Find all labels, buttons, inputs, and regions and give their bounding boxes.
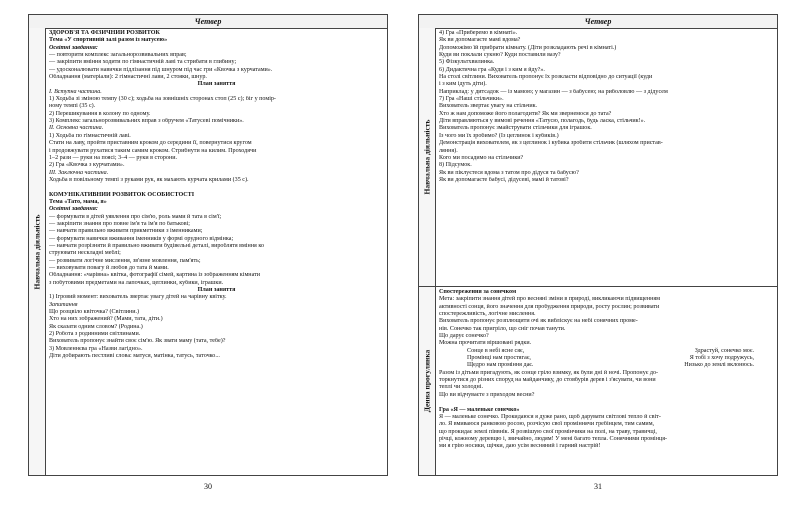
questions-heading: Запитання: [49, 301, 78, 308]
text-line: 2) Гра «Квочка з курчатами».: [49, 162, 125, 169]
text-line: 4) Гра «Приберемо в кімнаті».: [439, 30, 518, 36]
text-line: Як сказати одним словом? (Родина.): [49, 323, 143, 330]
text-line: ляння).: [439, 147, 458, 154]
poem-left: Щедро нам проміння дає.: [467, 362, 534, 369]
text-line: Демонстрація вихователем, як з цеглинок і кубика зробити стільчик (шляхом пристав-: [439, 140, 663, 147]
left-page-header: Четвер: [29, 15, 387, 29]
equipment-line: Обладнання (матеріали): 2 гімнастичні лави, 2 стояки, шнур.: [49, 74, 207, 81]
poem-line: [439, 362, 774, 369]
text-line: Кого ми посадимо на стільчики?: [439, 154, 524, 161]
text-line: 2) Робота з родинними світлинами.: [49, 331, 141, 338]
spacer-line: [49, 184, 384, 191]
game-heading: Гра «Я — маленьке сонечко»: [439, 406, 520, 413]
section-divider: [419, 286, 777, 287]
text-line: Хто на них зображений? (Мами, тата, діти.): [49, 316, 163, 323]
subheading: Освітні завдання:: [49, 44, 98, 51]
lesson-topic: Тема «Тато, мама, я»: [49, 198, 107, 205]
text-line: Куди ви поклали сукню? Куди поставили вазу?: [439, 52, 561, 59]
right-page-header: Четвер: [419, 15, 777, 29]
right-section-label-bottom-text: Денна прогулянка: [422, 349, 432, 413]
text-line: Допоможімо їй прибрати кімнату. (Діти розкладають речі в кімнаті.): [439, 44, 617, 51]
text-line: ми я грію носики, щічки, даю усім весняний і гарний настрій!: [439, 443, 601, 450]
text-line: — формувати навички вживання іменників у формі орудного відмінка;: [49, 235, 234, 242]
text-line: Разом із дітьми пригадують, як сонце гріло взимку, як були дні й ночі. Пропонує до-: [439, 369, 659, 376]
text-line: активності сонця, його значення для пробудження природи, росту рослин; розвивати: [439, 303, 660, 310]
text-line: — повторити комплекс загальнорозвивальних вправ;: [49, 52, 187, 59]
lesson-topic: Тема «У спортивній залі разом із матусею»: [49, 37, 168, 44]
text-line: 2) Перешикування в колону по одному.: [49, 110, 151, 117]
text-line: ному темпі (35 с).: [49, 103, 96, 110]
right-section-label-top-text: Навчальна діяльність: [422, 119, 432, 195]
text-line: 1) Ігровий момент: вихователь звертає увагу дітей на чарівну квітку.: [49, 294, 227, 301]
text-line: — виховувати повагу й любов до тата й мами.: [49, 265, 169, 271]
right-section-label-bottom: [419, 287, 436, 475]
poem-right: Здрастуй, сонечко моє.: [694, 347, 754, 354]
text-line: спостережливість, логічне мислення.: [439, 311, 536, 318]
part-heading: II. Основна частина.: [49, 125, 104, 132]
right-page-content-bottom: [439, 289, 774, 451]
text-line: Що дарує сонечко?: [439, 333, 489, 340]
text-line: що прокидає землі піввнік. Я розвішую свої промінчики на полі, на траву, травичці,: [439, 428, 657, 435]
text-line: Як ви допомагаєте бабусі, дідусеві, мамі й татові?: [439, 176, 569, 183]
equipment-line: Обладнання: «чарівна» квітка, фотографії сімей, картина із зображенням кімнати: [49, 272, 261, 279]
text-line: Діти добирають пестливі слова: матуся, матінка, татусь, таточко...: [49, 353, 220, 360]
part-heading: І. Вступна частина.: [49, 88, 102, 95]
text-line: 7) Гра «Наші стільчики».: [439, 96, 504, 103]
section-heading: КОМУНІКАТИВНИЙ РОЗВИТОК ОСОБИСТОСТІ: [49, 191, 195, 198]
plan-heading: План заняття: [197, 81, 236, 88]
text-line: струювати нескладні меблі;: [49, 250, 121, 257]
text-line: Хто ж нам допоможе його полагодити? Як ми звернемося до тата?: [439, 110, 612, 117]
text-line: На столі світлини. Вихователь пропонує їх розкласти відповідно до ситуації (куди: [439, 74, 653, 81]
text-line: Стати на лаву, пройти приставним кроком до середини її, повернутися кругом: [49, 140, 252, 147]
text-line: ло. Я вмиваюся ранковою росою, розчісую свої проміннячи гребінцем, тим самим,: [439, 421, 655, 428]
text-line: — удосконалювати навички підлізання під шнуром під час гри «Квочка з курчатами».: [49, 66, 273, 73]
text-line: Як ви піклуєтеся вдома з татом про дідуся та бабусю?: [439, 169, 579, 176]
poem-right: Низько до землі вклонюсь.: [684, 362, 754, 369]
text-line: — навчати розрізняти й правильно вживати будівельні деталі, вироблятя вміння ко: [49, 242, 265, 249]
text-line: і продовжувати рухатися таким самим кроком. Стрибнути на килим. Проходячи: [49, 147, 257, 154]
text-line: нів. Сонечко так пригріло, що сніг почав танути.: [439, 325, 566, 332]
text-line: Вихователь пропонує змайструвати стільчики для іграшок.: [439, 125, 592, 132]
text-line: 1) Ходьба по гімнастичній лаві.: [49, 132, 131, 139]
text-line: — закріпити вміння ходити по гімнастичній лаві та стрибати в глибину;: [49, 59, 237, 66]
plan-heading: План заняття: [197, 287, 236, 294]
text-line: 1) Ходьба зі зміною темпу (30 с); ходьба на зовнішніх сторонах стоп (25 с); біг у помір-: [49, 96, 276, 103]
text-line: Вихователь звертає увагу на стільчик.: [439, 103, 538, 110]
text-line: річці, кожному деревцю і, звичайно, людям! У мені багато тепла. Сонячними промінця-: [439, 435, 668, 442]
text-line: Мета: закріпити знання дітей про весняні зміни в природі, викликаючи підвищенням: [439, 296, 661, 303]
text-line: 3) Комплекс загальнорозвивальних вправ з обручем «Татусеві помічники».: [49, 118, 244, 125]
left-page: [28, 14, 388, 476]
text-line: Вихователь пропонує розплющити очі як вибліскує на небі сонячних проме-: [439, 318, 638, 325]
poem-left: Промінці нам простягає,: [467, 355, 531, 362]
text-line: 8) Підсумок.: [439, 162, 472, 169]
text-line: Що розцвіло квіточка? (Світлини.): [49, 309, 140, 316]
text-line: 6) Дидактична гра «Куди і з ким я йду?».: [439, 66, 545, 73]
text-line: Що ви відчуваєте з приходом весни?: [439, 391, 535, 398]
text-line: Як ви допомагаєте мамі вдома?: [439, 37, 521, 44]
subheading: Освітні завдання:: [49, 206, 98, 213]
text-line: 3) Мовленнєва гра «Назви лагідно».: [49, 345, 143, 352]
right-page-number: 31: [594, 482, 602, 491]
text-line: з побутовими предметами на лапочках, цеглинки, кубики, іграшки.: [49, 279, 224, 286]
text-line: Із чого ми їх зробимо? (Із цеглинок і кубиків.): [439, 132, 559, 139]
right-section-label-top: [419, 28, 436, 286]
text-line: Ходьба в повільному темпі з руками рук, як махають курчата крилами (35 с).: [49, 176, 249, 183]
text-line: Діти вправляються у вимові речення «Татусю, полагодь, будь ласка, стільчик!».: [439, 118, 646, 125]
text-line: Вихователь пропонує знайти своє сім'ю. Як звати маму (тата, тебе)?: [49, 338, 226, 345]
poem-line: [439, 348, 774, 355]
text-line: — закріпити знання про повне ім'я та ім'я по батькові;: [49, 220, 190, 227]
text-line: — формувати в дітей уявлення про сім'ю, роль мами й тата в сім'ї;: [49, 213, 222, 220]
left-section-label-text: Навчальна діяльність: [32, 213, 42, 290]
text-line: торкнутися до різних споруд на майданчику, до стовбурів дерев і з'ясувати, чи вони: [439, 377, 656, 384]
poem-line: [439, 355, 774, 362]
observation-heading: Спостереження за сонечком: [439, 289, 517, 295]
text-line: і з ким ідуть діти).: [439, 81, 487, 88]
text-line: Я — маленьке сонечко. Прокидаюся я дуже рано, щоб дарувати світлові тепло й світ-: [439, 413, 661, 420]
right-page: [418, 14, 778, 476]
poem-right: Я тобі з хочу подружусь,: [689, 355, 754, 362]
text-line: 1–2 рази — руки на поясі; 3–4 — руки в сторони.: [49, 154, 177, 161]
left-page-number: 30: [204, 482, 212, 491]
text-line: Можна прочитати віршовані рядки.: [439, 340, 532, 347]
poem-left: Сонце в небі ясне сяє,: [467, 347, 525, 354]
text-line: — навчати правильно вживати прикметники з іменниками;: [49, 228, 203, 235]
text-line: — розвивати логічне мислення, зв'язне мовлення, пам'ять;: [49, 257, 201, 264]
text-line: Наприклад: у дитсадок — із мамою; у магазин — з бабусею; на риболовлю — з дідусем: [439, 88, 668, 95]
spacer-line: [439, 399, 774, 406]
right-page-content-top: [439, 30, 774, 184]
text-line: 5) Фізкультхвилинка.: [439, 59, 495, 66]
left-page-content: [49, 30, 384, 360]
text-line: теплі чи холодні.: [439, 384, 484, 391]
left-section-label: [29, 28, 46, 475]
section-heading: ЗДОРОВ'Я ТА ФІЗИЧНИЙ РОЗВИТОК: [49, 30, 160, 36]
part-heading: III. Заключна частина.: [49, 169, 109, 176]
